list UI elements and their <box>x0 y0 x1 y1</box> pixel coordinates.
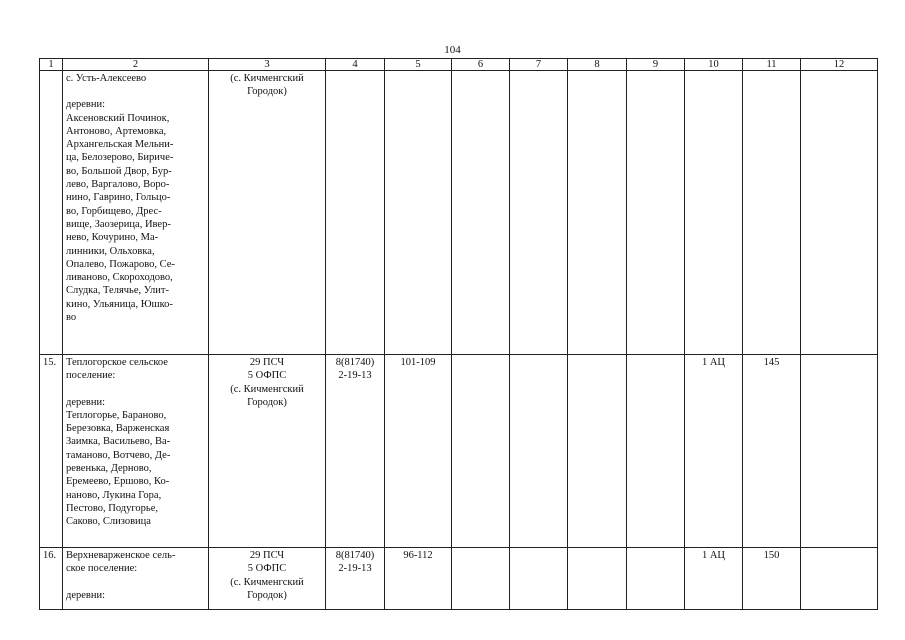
table-row <box>40 355 878 548</box>
settlement-title: с. Усть-Алексеево <box>66 73 147 84</box>
fire-unit-cell: 29 ПСЧ 5 ОФПС (с. Кичменгский Городок) <box>209 548 326 610</box>
empty-cell <box>452 548 510 610</box>
header-cell: 7 <box>510 59 568 71</box>
page-number: 104 <box>444 44 461 56</box>
header-cell: 5 <box>385 59 452 71</box>
row-number: 15. <box>40 355 63 548</box>
fire-station-table <box>39 58 878 610</box>
header-cell: 10 <box>685 59 743 71</box>
empty-cell <box>568 71 627 355</box>
empty-cell <box>627 548 685 610</box>
phone-cell <box>326 71 385 355</box>
settlement-cell <box>63 548 209 610</box>
empty-cell <box>568 355 627 548</box>
header-cell: 9 <box>627 59 685 71</box>
empty-cell <box>627 355 685 548</box>
villages-list: Теплогорье, Бараново, Березовка, Варженская Заимка, Васильево, Ва- таманово, Вотчево, Де- ревенька, Дерново, Еремеево, Ершово, Ко- наново, Лукина Гора, Пестово, Подугорье, Саково, Слизовица <box>66 409 171 528</box>
equipment-cell: 1 АЦ <box>685 355 743 548</box>
empty-cell <box>452 71 510 355</box>
row-number: 16. <box>40 548 63 610</box>
fire-unit-cell: (с. Кичменгский Городок) <box>209 71 326 355</box>
settlement-title: Теплогорское сельское поселение: <box>66 357 168 382</box>
row-number <box>40 71 63 355</box>
empty-cell <box>510 71 568 355</box>
range-cell: 96-112 <box>385 548 452 610</box>
distance-cell <box>743 71 801 355</box>
empty-cell <box>801 548 878 610</box>
header-cell: 12 <box>801 59 878 71</box>
table-row <box>40 548 878 610</box>
header-cell: 2 <box>63 59 209 71</box>
empty-cell <box>510 355 568 548</box>
villages-label: деревни: <box>66 396 106 408</box>
header-cell: 1 <box>40 59 63 71</box>
distance-cell: 145 <box>743 355 801 548</box>
range-cell <box>385 71 452 355</box>
phone-cell: 8(81740) 2-19-13 <box>326 548 385 610</box>
empty-cell <box>801 71 878 355</box>
header-cell: 6 <box>452 59 510 71</box>
header-cell: 11 <box>743 59 801 71</box>
phone-cell: 8(81740) 2-19-13 <box>326 355 385 548</box>
equipment-cell <box>685 71 743 355</box>
header-cell: 4 <box>326 59 385 71</box>
equipment-cell: 1 АЦ <box>685 548 743 610</box>
fire-unit-cell: 29 ПСЧ 5 ОФПС (с. Кичменгский Городок) <box>209 355 326 548</box>
header-row <box>40 59 878 71</box>
settlement-cell <box>63 71 209 355</box>
distance-cell: 150 <box>743 548 801 610</box>
empty-cell <box>568 548 627 610</box>
header-cell: 8 <box>568 59 627 71</box>
empty-cell <box>627 71 685 355</box>
table-row <box>40 71 878 355</box>
header-cell: 3 <box>209 59 326 71</box>
empty-cell <box>801 355 878 548</box>
villages-list: Аксеновский Починок, Антоново, Артемовка, Архангельская Мельни- ца, Белозерово, Биричe- во, Большой Двор, Бур- лево, Варгалово, Воро- нино, Гаврино, Гольцо- во, Горбищево, Дрес- вище, Заозерица, Ивер- нево, Кочурино, Ма- линники, Ольховка, Опалево, Пожарово, Се- ливаново, Скороходово, Слудка, Телячье, Улит- кино, Ульяница, Юшко- во <box>66 112 175 324</box>
empty-cell <box>510 548 568 610</box>
settlement-cell <box>63 355 209 548</box>
range-cell: 101-109 <box>385 355 452 548</box>
villages-label: деревни: <box>66 589 106 601</box>
settlement-title: Верхневарженское сель- ское поселение: <box>66 550 176 575</box>
empty-cell <box>452 355 510 548</box>
villages-label: деревни: <box>66 99 106 111</box>
